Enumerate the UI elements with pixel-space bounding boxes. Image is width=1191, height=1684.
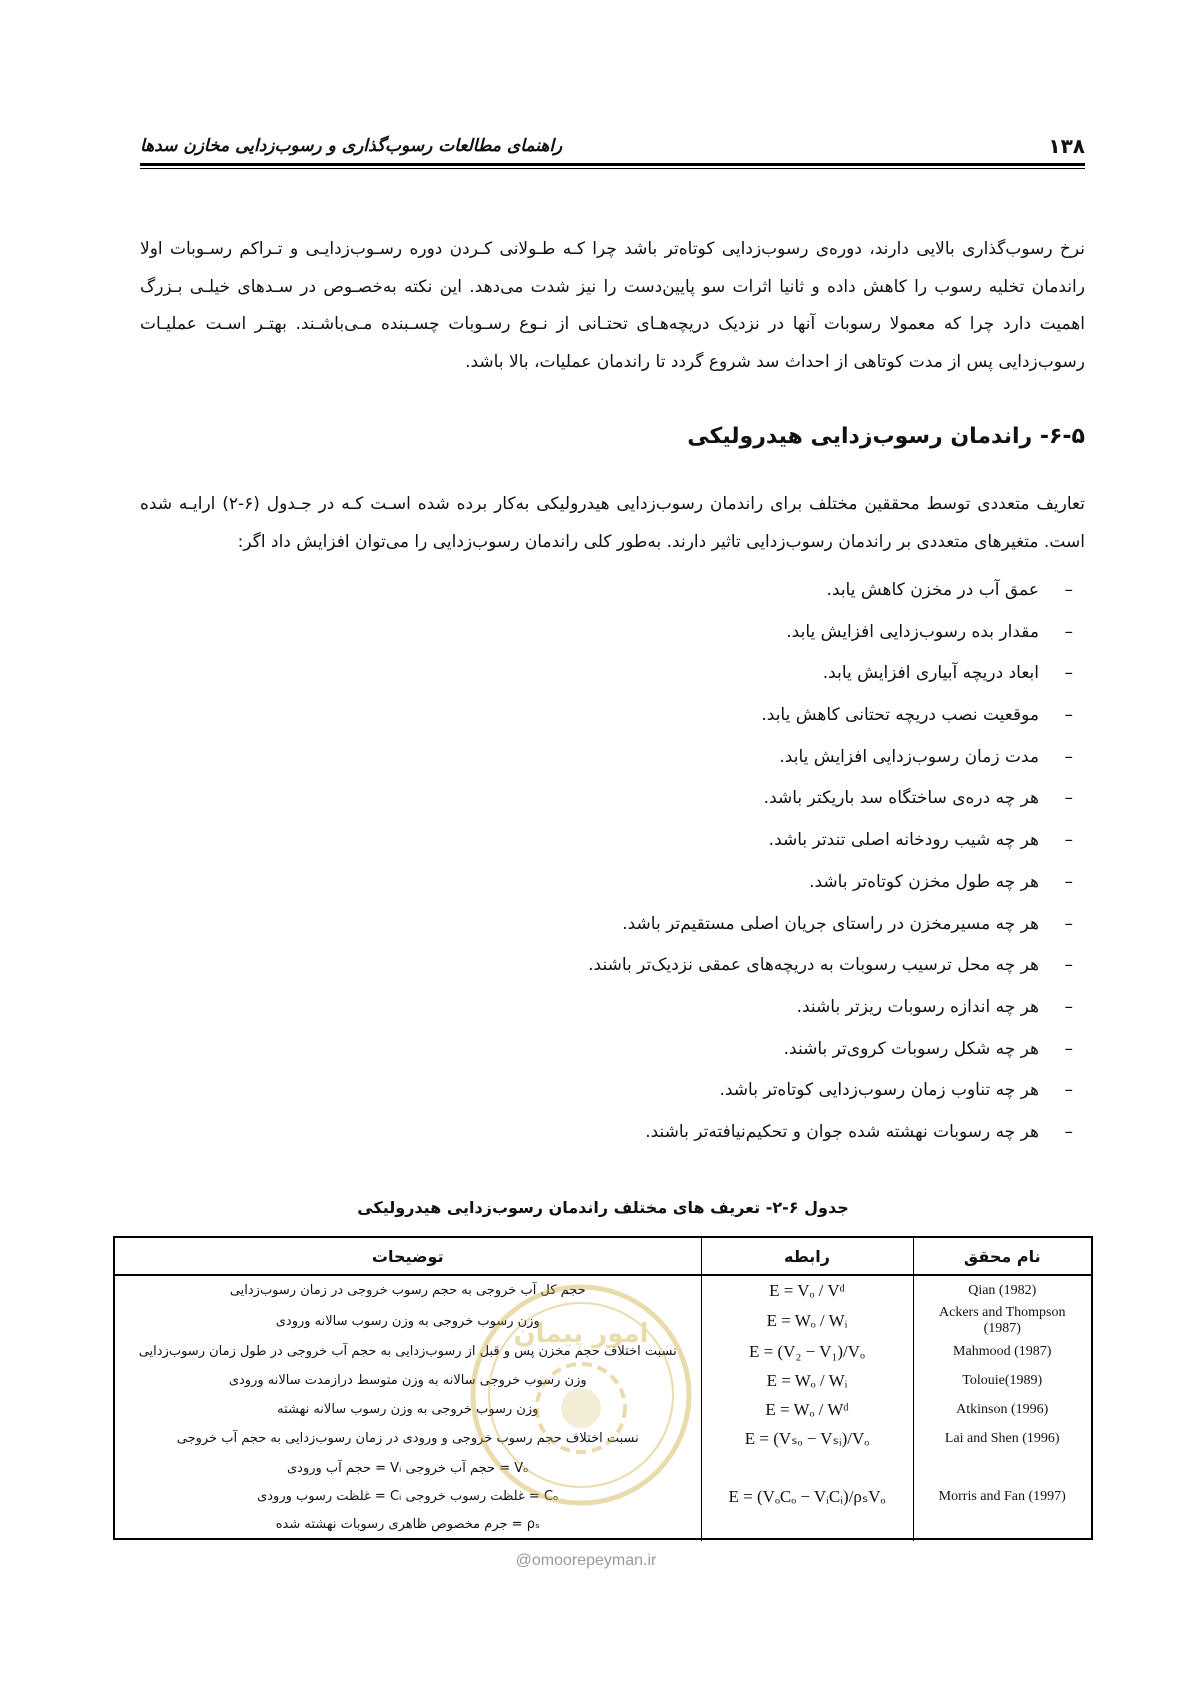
list-item xyxy=(185,778,1085,820)
list-item xyxy=(185,945,1085,987)
relation-formula: E = Vₒ / Vᵈ xyxy=(701,1275,913,1305)
list-bullet-dash: – xyxy=(1064,1080,1073,1101)
list-bullet-dash: – xyxy=(1064,663,1073,684)
list-item-text: موقعیت نصب دریچه تحتانی کاهش یابد. xyxy=(761,705,1039,726)
list-bullet-dash: – xyxy=(1064,871,1073,892)
description: وزن رسوب خروجی به وزن رسوب سالانه نهشته xyxy=(277,1402,539,1417)
list-bullet-dash: – xyxy=(1064,955,1073,976)
list-bullet-dash: – xyxy=(1064,705,1073,726)
researcher-name: Ackers and Thompson (1987) xyxy=(913,1305,1091,1337)
list-item-text: هر چه دره‌ی ساختگاه سد باریکتر باشد. xyxy=(763,788,1039,809)
page-header xyxy=(140,128,1085,164)
researcher-name: Morris and Fan (1997) xyxy=(913,1453,1091,1541)
researcher-name: Qian (1982) xyxy=(913,1275,1091,1305)
running-title: راهنمای مطالعات رسوب‌گذاری و رسوب‌زدایی مخازن سدها xyxy=(140,136,563,156)
header-rule-thin xyxy=(140,168,1085,169)
list-item xyxy=(185,612,1085,654)
list-item xyxy=(185,737,1085,779)
list-bullet-dash: – xyxy=(1064,1121,1073,1142)
description-line: ρₛ = جرم مخصوص ظاهری رسوبات نهشته شده xyxy=(275,1517,540,1532)
header-researcher: نام محقق xyxy=(913,1238,1091,1275)
efficiency-factors-list xyxy=(185,570,1085,1154)
relation-formula: E = (VₒCₒ − VᵢCᵢ)/ρₛVₒ xyxy=(701,1453,913,1541)
researcher-name: Mahmood (1987) xyxy=(913,1337,1091,1366)
list-item-text: هر چه اندازه رسوبات ریزتر باشند. xyxy=(796,996,1039,1017)
list-bullet-dash: – xyxy=(1064,830,1073,851)
list-item-text: هر چه رسوبات نهشته شده جوان و تحکیم‌نیافته‌تر باشند. xyxy=(645,1121,1039,1142)
list-item-text: مدت زمان رسوب‌زدایی افزایش یابد. xyxy=(779,746,1039,767)
table-caption: جدول ۶-۲- تعریف های مختلف راندمان رسوب‌زدایی هیدرولیکی xyxy=(357,1198,849,1217)
watermark-url: @omoorepeyman.ir xyxy=(515,1552,657,1569)
list-item-text: هر چه شکل رسوبات کروی‌تر باشند. xyxy=(783,1038,1039,1059)
list-item xyxy=(185,570,1085,612)
list-item-text: عمق آب در مخزن کاهش یابد. xyxy=(826,580,1039,600)
description: نسبت اختلاف حجم مخزن پس و قبل از رسوب‌زدایی به حجم آب خروجی در طول زمان رسوب‌زدایی xyxy=(138,1344,677,1359)
list-item xyxy=(185,904,1085,946)
relation-formula: E = Wₒ / Wᵢ xyxy=(701,1366,913,1395)
description: نسبت اختلاف حجم رسوب خروجی و ورودی در زمان رسوب‌زدایی به حجم آب خروجی xyxy=(176,1431,639,1446)
paragraph-intro: نرخ رسوب‌گذاری بالایی دارند، دوره‌ی رسوب‌زدایی کوتاه‌تر باشد چرا کـه طـولانی کـردن دوره رسـوب‌زدایـی و تـراکم رسـوبات اولا راندمان تخلیه رسوب را کاهش داده و ثانیا اثرات سو پایین‌دست را نیز شدت می‌دهد. این نکته به‌خصـوص در سـدهای خیلـی بـزرگ اهمیت دارد چرا که معمولا رسوبات آنها در نزدیک دریچه‌هـای تحتـانی از نـوع رسـوبات چسـبنده مـی‌باشـند. بهتـر اسـت عملیـات رسوب‌زدایی پس از مدت کوتاهی از احداث سد شروع گردد تا راندمان عملیات، بالا باشد. xyxy=(140,239,1085,372)
list-item xyxy=(185,653,1085,695)
list-item xyxy=(185,1112,1085,1154)
list-item-text: ابعاد دریچه آبیاری افزایش یابد. xyxy=(822,663,1039,684)
table-header-row xyxy=(115,1238,1091,1275)
researcher-name: Lai and Shen (1996) xyxy=(913,1424,1091,1453)
list-item xyxy=(185,820,1085,862)
list-bullet-dash: – xyxy=(1064,913,1073,934)
list-bullet-dash: – xyxy=(1064,580,1073,600)
list-item xyxy=(185,1070,1085,1112)
list-item-text: هر چه طول مخزن کوتاه‌تر باشد. xyxy=(809,871,1039,892)
list-item-text: هر چه تناوب زمان رسوب‌زدایی کوتاه‌تر باشد. xyxy=(719,1080,1039,1101)
list-item xyxy=(185,862,1085,904)
description: وزن رسوب خروجی به وزن رسوب سالانه ورودی xyxy=(275,1313,540,1329)
header-relation: رابطه xyxy=(701,1238,913,1275)
relation-formula: E = Wₒ / Wᵢ xyxy=(701,1305,913,1337)
list-item xyxy=(185,987,1085,1029)
list-bullet-dash: – xyxy=(1064,788,1073,809)
paragraph-definitions: تعاریف متعددی توسط محققین مختلف برای راندمان رسوب‌زدایی هیدرولیکی به‌کار برده شده اسـت کـه در جـدول (۶-۲) ارایـه شده است. متغیرهای متعددی بر راندمان رسوب‌زدایی تاثیر دارند. به‌طور کلی راندمان رسوب‌زدایی را می‌توان افزایش داد اگر: xyxy=(140,494,1085,552)
list-bullet-dash: – xyxy=(1064,746,1073,767)
description: حجم کل آب خروجی به حجم رسوب خروجی در زمان رسوب‌زدایی xyxy=(229,1283,586,1298)
researcher-name: Atkinson (1996) xyxy=(913,1395,1091,1424)
description-line: Cₒ = غلظت رسوب خروجی Cᵢ = غلظت رسوب ورودی xyxy=(257,1489,559,1504)
description: وزن رسوب خروجی سالانه به وزن متوسط درازمدت سالانه ورودی xyxy=(228,1373,587,1388)
section-heading: ۶-۵- راندمان رسوب‌زدایی هیدرولیکی xyxy=(687,424,1085,449)
list-item xyxy=(185,695,1085,737)
list-item-text: هر چه شیب رودخانه اصلی تندتر باشد. xyxy=(768,830,1039,851)
relation-formula: E = (V₂ − V₁)/Vₒ xyxy=(701,1337,913,1366)
header-description: توضیحات xyxy=(115,1238,701,1275)
list-item-text: هر چه محل ترسیب رسوبات به دریچه‌های عمقی نزدیک‌تر باشند. xyxy=(588,955,1039,976)
relation-formula: E = Wₒ / Wᵈ xyxy=(701,1395,913,1424)
description-line: Vₒ = حجم آب خروجی Vᵢ = حجم آب ورودی xyxy=(287,1461,529,1476)
list-bullet-dash: – xyxy=(1064,1038,1073,1059)
header-rule-thick xyxy=(140,163,1085,166)
watermark-seal xyxy=(466,1280,696,1510)
researcher-name: Tolouie(1989) xyxy=(913,1366,1091,1395)
page-number: ۱۳۸ xyxy=(1048,134,1085,158)
list-bullet-dash: – xyxy=(1064,996,1073,1017)
list-item-text: مقدار بده رسوب‌زدایی افزایش یابد. xyxy=(786,621,1039,642)
watermark-seal-text: امور پیمان xyxy=(513,1319,649,1349)
list-item-text: هر چه مسیرمخزن در راستای جریان اصلی مستقیم‌تر باشد. xyxy=(622,913,1039,934)
relation-formula: E = (Vₛₒ − Vₛᵢ)/Vₒ xyxy=(701,1424,913,1453)
list-item xyxy=(185,1029,1085,1071)
list-bullet-dash: – xyxy=(1064,621,1073,642)
